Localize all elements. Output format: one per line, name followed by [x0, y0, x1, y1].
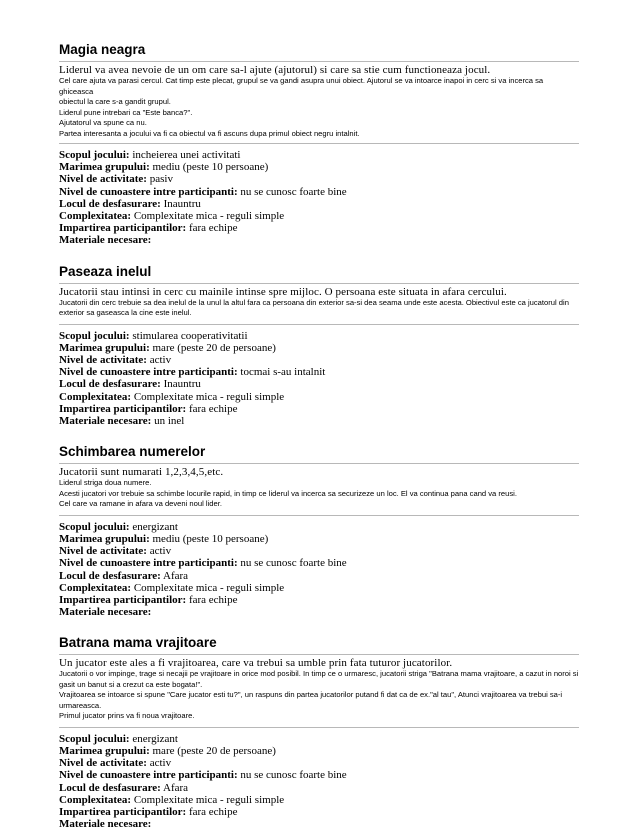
detail-locul: Locul de desfasurare: Inauntru: [59, 197, 201, 210]
description-line: Jucatorii din cerc trebuie sa dea inelul de la unul la altul fara ca persoana din exterior sa-si dea seama unde este acesta. Obiectivul este ca jucatorul din: [59, 297, 569, 307]
game-intro: Un jucator este ales a fi vrajitoarea, care va trebui sa umble prin fata tuturor jucatorilor.: [59, 657, 453, 670]
game-title: Schimbarea numerelor: [59, 444, 206, 460]
detail-scopul: Scopul jocului: energizant: [59, 520, 178, 533]
game-section-batrana-mama-vrajitoare: [59, 635, 579, 830]
description-line: Vrajitoarea se intoarce si spune "Care jucator esti tu?", un raspuns din partea jucatorilor putand fi dat ca de ex."al tau", Atunci vrajitoarea va trebui sa-i: [59, 690, 563, 700]
description-line: Liderul striga doua numere.: [59, 478, 152, 488]
detail-scopul: Scopul jocului: incheierea unei activitati: [59, 149, 241, 161]
game-title: Paseaza inelul: [59, 263, 152, 279]
description-line: gasit un banut si a crezut ca este bogata!".: [59, 679, 203, 689]
detail-scopul: Scopul jocului: stimularea cooperativitatii: [59, 329, 248, 342]
detail-complexitatea: Complexitatea: Complexitate mica - reguli simple: [59, 581, 285, 594]
game-details: [59, 149, 579, 247]
detail-marimea: Marimea grupului: mare (peste 20 de persoane): [59, 341, 276, 354]
game-details: [59, 521, 579, 619]
game-details: [59, 733, 579, 831]
description-line: Cel care va ramane in afara va deveni noul lider.: [59, 499, 222, 509]
game-title: Batrana mama vrajitoare: [59, 635, 217, 651]
game-section-paseaza-inelul: [59, 264, 579, 428]
detail-complexitatea: Complexitatea: Complexitate mica - reguli simple: [59, 210, 285, 223]
description-line: Jucatorii o vor impinge, trage si necajii pe vrajitoare in orice mod posibil. In timp ce o urmaresc, jucatorii striga "Batrana mama vrajitoare, a cazut in noroi si: [59, 669, 579, 679]
detail-nivel-cunoastere: Nivel de cunoastere intre participanti: nu se cunosc foarte bine: [59, 185, 347, 198]
detail-nivel-cunoastere: Nivel de cunoastere intre participanti: nu se cunosc foarte bine: [59, 557, 347, 570]
description-line: Liderul pune intrebari ca "Este banca?".: [59, 107, 193, 117]
detail-impartirea: Impartirea participantilor: fara echipe: [59, 222, 238, 235]
detail-materiale: Materiale necesare: un inel: [59, 415, 185, 428]
description-line: urmareasca.: [59, 700, 102, 710]
divider: [59, 143, 579, 144]
detail-marimea: Marimea grupului: mare (peste 20 de persoane): [59, 745, 276, 758]
detail-nivel-activitate: Nivel de activitate: activ: [59, 757, 172, 770]
description-line: Ajutatorul va spune ca nu.: [59, 118, 147, 127]
detail-locul: Locul de desfasurare: Afara: [59, 781, 189, 794]
game-intro: Liderul va avea nevoie de un om care sa-l ajute (ajutorul) si care sa stie cum functioneaza jocul.: [59, 64, 491, 76]
divider: [59, 283, 579, 284]
detail-nivel-cunoastere: Nivel de cunoastere intre participanti: nu se cunosc foarte bine: [59, 769, 347, 782]
game-intro: Jucatorii sunt numarati 1,2,3,4,5,etc.: [59, 466, 224, 479]
detail-materiale: Materiale necesare:: [59, 606, 152, 619]
detail-complexitatea: Complexitatea: Complexitate mica - reguli simple: [59, 390, 285, 403]
divider: [59, 727, 579, 728]
game-title: Magia neagra: [59, 42, 146, 57]
divider: [59, 654, 579, 655]
detail-nivel-cunoastere: Nivel de cunoastere intre participanti: tocmai s-au intalnit: [59, 366, 326, 379]
divider: [59, 463, 579, 464]
detail-materiale: Materiale necesare:: [59, 234, 152, 247]
divider: [59, 515, 579, 516]
document-page: [59, 32, 579, 831]
detail-impartirea: Impartirea participantilor: fara echipe: [59, 806, 238, 819]
detail-impartirea: Impartirea participantilor: fara echipe: [59, 593, 238, 606]
description-line: Cel care ajuta va parasi cercul. Cat timp este plecat, grupul se va gandi asupra unui obiect. Ajutorul se va intoarce inapoi in cerc si va incerca sa ghiceasca: [59, 76, 544, 96]
description-line: exterior sa gaseasca la cine este inelul.: [59, 308, 192, 318]
game-section-schimbarea-numerelor: [59, 444, 579, 618]
detail-nivel-activitate: Nivel de activitate: pasiv: [59, 173, 173, 186]
detail-impartirea: Impartirea participantilor: fara echipe: [59, 402, 238, 415]
divider: [59, 61, 579, 62]
divider: [59, 324, 579, 325]
detail-marimea: Marimea grupului: mediu (peste 10 persoane): [59, 532, 269, 545]
game-section-magia-neagra: [59, 42, 579, 247]
detail-complexitatea: Complexitatea: Complexitate mica - reguli simple: [59, 793, 285, 806]
detail-locul: Locul de desfasurare: Afara: [59, 569, 189, 582]
detail-materiale: Materiale necesare:: [59, 818, 152, 831]
detail-marimea: Marimea grupului: mediu (peste 10 persoane): [59, 161, 269, 174]
description-line: Acesti jucatori vor trebuie sa schimbe locurile rapid, in timp ce liderul va incerca sa securizeze un loc. El va continua pana cand va reusi.: [59, 488, 517, 498]
game-intro: Jucatorii stau intinsi in cerc cu mainile intinse spre mijloc. O persoana este situata in afara cercului.: [59, 285, 507, 298]
game-details: [59, 330, 579, 428]
description-line: obiectul la care s-a gandit grupul.: [59, 97, 171, 106]
detail-locul: Locul de desfasurare: Inauntru: [59, 378, 201, 391]
description-line: Partea interesanta a jocului va fi ca obiectul va fi ascuns dupa primul obiect negru intalnit.: [59, 128, 360, 138]
detail-scopul: Scopul jocului: energizant: [59, 732, 178, 745]
detail-nivel-activitate: Nivel de activitate: activ: [59, 354, 172, 367]
detail-nivel-activitate: Nivel de activitate: activ: [59, 545, 172, 558]
description-line: Primul jucator prins va fi noua vrajitoare.: [59, 711, 195, 721]
